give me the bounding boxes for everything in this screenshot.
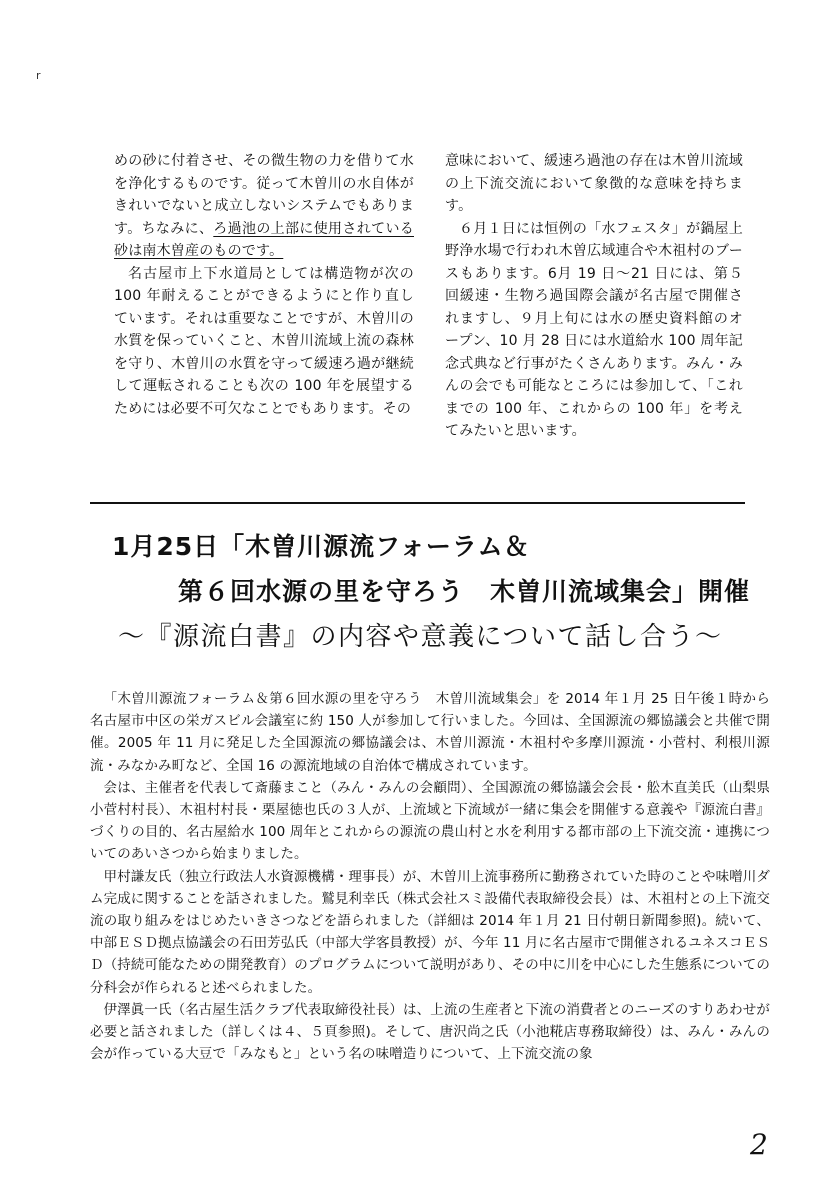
page-number: 2 (750, 1128, 768, 1161)
right-paragraph-2: ６月１日には恒例の「水フェスタ」が鍋屋上野浄水場で行われ木曽広域連合や木祖村のブースもあります。6月 19 日～21 日には、第５回緩速・生物ろ過国際会議が名古屋で開催されますし、９月上旬には水の歴史資料館のオープン、10 月 28 日には水道給水 100 周年記念式典など行事がたくさんあります。みん・みんの会でも可能なところには参加して、「これまでの 100 年、これからの 100 年」を考えてみたいと思います。 (445, 220, 743, 439)
section-divider (90, 502, 745, 504)
left-paragraph-2: 名古屋市上下水道局としては構造物が次の 100 年耐えることができるようにと作り直しています。それは重要なことですが、木曽川の水質を保っていくこと、木曽川流域上流の森林を守り、木曽川の水質を守って緩速ろ過が継続して運転されることも次の 100 年を展望するためには必要不可欠なことでもあります。その (114, 265, 414, 417)
article-paragraph: 会は、主催者を代表して斎藤まこと（みん・みんの会顧問）、全国源流の郷協議会会長・舩木直美氏（山梨県小菅村村長）、木祖村村長・栗屋徳也氏の３人が、上流域と下流域が一緒に集会を開催する意義や『源流白書』づくりの目的、名古屋給水 100 周年とこれからの源流の農山村と水を利用する都市部の上下流交流・連携についてのあいさつから始まりました。 (90, 779, 770, 863)
left-column (114, 150, 414, 420)
article-paragraph: 伊澤眞一氏（名古屋生活クラブ代表取締役社長）は、上流の生産者と下流の消費者とのニーズのすりあわせが必要と話されました（詳しくは４、５頁参照)。そして、唐沢尚之氏（小池糀店専務取締役）は、みん・みんの会が作っている大豆で「みなもと」という名の味噌造りについて、上下流交流の象 (90, 1001, 770, 1063)
article-subtitle: ～『源流白書』の内容や意義について話し合う～ (118, 622, 723, 652)
left-paragraph-1 (114, 150, 414, 263)
right-paragraph-1: 意味において、緩速ろ過池の存在は木曽川流域の上下流交流において象徴的な意味を持ちます。 (445, 153, 743, 214)
corner-mark: r (36, 69, 41, 82)
article-headline-line-2: 第６回水源の里を守ろう 木曽川流域集会」開催 (178, 577, 751, 606)
article-body (90, 688, 770, 1065)
article-paragraph: 甲村謙友氏（独立行政法人水資源機構・理事長）が、木曽川上流事務所に勤務されていた時のことや味噌川ダム完成に関することを話されました。鷲見利幸氏（株式会社スミ設備代表取締役会長）は、木祖村との上下流交流の取り組みをはじめたいきさつなどを語られました（詳細は 2014 年１月 21 日付朝日新聞参照)。続いて、中部ＥＳＤ拠点協議会の石田芳弘氏（中部大学客員教授）が、今年 11 月に名古屋市で開催されるユネスコＥＳＤ（持続可能なための開発教育）のプログラムについて説明があり、その中に川を中心にした生態系についての分科会が作られると述べられました。 (90, 868, 770, 996)
underlined-sand-note: ろ過池の上部に使用されている砂は南木曽産のものです。 (114, 220, 414, 259)
left-paragraph-1-text: めの砂に付着させ、その微生物の力を借りて水を浄化するものです。従って木曽川の水自体がきれいでないと成立しないシステムでもあります。ちなみに、 (114, 153, 414, 237)
article-headline-line-1: 1月25日「木曽川源流フォーラム＆ (112, 532, 530, 561)
right-column (445, 150, 743, 443)
article-paragraph: 「木曽川源流フォーラム＆第６回水源の里を守ろう 木曽川流域集会」を 2014 年１月 25 日午後１時から名古屋市中区の栄ガスビル会議室に約 150 人が参加して行いました。今回は、全国源流の郷協議会と共催で開催。2005 年 11 月に発足した全国源流の郷協議会は、木曽川源流・木祖村や多摩川源流・小菅村、利根川源流・みなかみ町など、全国 16 の源流地域の自治体で構成されています。 (90, 691, 770, 774)
